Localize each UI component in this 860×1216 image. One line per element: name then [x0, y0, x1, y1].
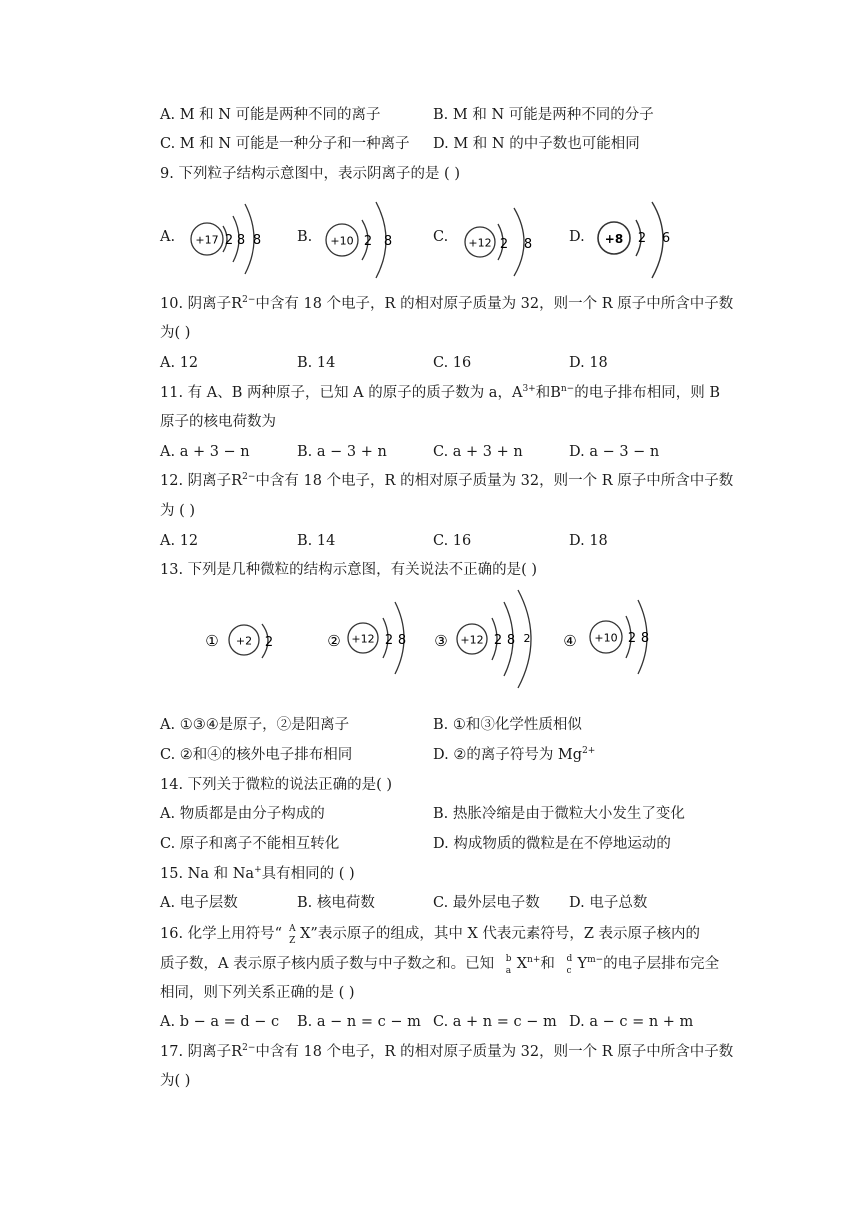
shell-count: 8 — [397, 633, 407, 648]
diagram-4-label: ④ — [563, 632, 577, 650]
q16-stem-line2: 质子数，A 表示原子核内质子数与中子数之和。已知 b a $X^{n+}$和 d c $Y^{m-}$的电子层排布完全 — [160, 954, 720, 976]
q9-diagram-a — [185, 196, 275, 282]
nucleus-charge: +12 — [351, 632, 375, 646]
q12-option-d[interactable]: D. 18 — [569, 533, 608, 549]
q13-diagrams — [200, 588, 740, 692]
q9-diagram-b — [322, 198, 402, 282]
q9-diagram-c — [460, 204, 540, 280]
shell-count: 2 — [264, 635, 274, 650]
diagram-3-label: ③ — [434, 632, 448, 650]
q12-option-b[interactable]: B. 14 — [297, 533, 336, 549]
q16-option-b[interactable]: B. a − n = c − m — [297, 1014, 421, 1030]
q9-option-c-label[interactable]: C. — [433, 229, 449, 245]
shell-count: 2 — [363, 234, 373, 249]
q8-option-d[interactable]: D. M 和 N 的中子数也可能相同 — [433, 136, 640, 152]
shell-count: 8 — [252, 233, 262, 248]
shell-count: 8 — [236, 233, 246, 248]
q9-option-a-label[interactable]: A. — [160, 229, 176, 245]
q13-option-d[interactable]: D. ②的离子符号为 $Mg^{2+}$ — [433, 746, 596, 763]
q17-stem-cont: 为( ) — [160, 1073, 191, 1089]
shell-count: 6 — [661, 231, 671, 246]
q13-option-a[interactable]: A. ①③④是原子，②是阳离子 — [160, 717, 350, 733]
shell-count: 2 — [493, 633, 503, 648]
q14-option-b[interactable]: B. 热胀冷缩是由于微粒大小发生了变化 — [433, 806, 685, 822]
q15-option-c[interactable]: C. 最外层电子数 — [433, 895, 540, 911]
shell-count: 8 — [523, 237, 533, 252]
nucleus-charge: +17 — [195, 233, 219, 247]
q15-option-b[interactable]: B. 核电荷数 — [297, 895, 375, 911]
q14-option-c[interactable]: C. 原子和离子不能相互转化 — [160, 836, 340, 852]
q16-stem-line3: 相同，则下列关系正确的是 ( ) — [160, 985, 355, 1001]
nucleus-charge: +8 — [604, 232, 624, 246]
nuclide-notation: A Z — [289, 924, 296, 946]
q9-stem: 9. 下列粒子结构示意图中，表示阴离子的是 ( ) — [160, 166, 460, 182]
q11-stem-cont: 原子的核电荷数为 — [160, 414, 276, 430]
q11-option-a[interactable]: A. a + 3 − n — [160, 444, 250, 460]
q14-stem: 14. 下列关于微粒的说法正确的是( ) — [160, 777, 393, 793]
q9-option-d-label[interactable]: D. — [569, 229, 585, 245]
shell-count: 8 — [506, 633, 516, 648]
q13-option-c[interactable]: C. ②和④的核外电子排布相同 — [160, 747, 353, 763]
q12-option-c[interactable]: C. 16 — [433, 533, 472, 549]
q12-stem-cont: 为 ( ) — [160, 503, 196, 519]
q16-option-d[interactable]: D. a − c = n + m — [569, 1014, 694, 1030]
q13-stem: 13. 下列是几种微粒的结构示意图，有关说法不正确的是( ) — [160, 562, 538, 578]
q8-option-c[interactable]: C. M 和 N 可能是一种分子和一种离子 — [160, 136, 410, 152]
q10-option-b[interactable]: B. 14 — [297, 355, 336, 371]
nucleus-charge: +2 — [235, 634, 253, 648]
q8-option-a[interactable]: A. M 和 N 可能是两种不同的离子 — [160, 107, 381, 123]
q11-option-b[interactable]: B. a − 3 + n — [297, 444, 387, 460]
shell-count: 8 — [383, 234, 393, 249]
q16-option-c[interactable]: C. a + n = c − m — [433, 1014, 557, 1030]
shell-count: 8 — [640, 631, 650, 646]
nuclide-y-notation: d c — [566, 954, 573, 976]
q14-option-d[interactable]: D. 构成物质的微粒是在不停地运动的 — [433, 836, 671, 852]
shell-count: 2 — [224, 233, 234, 248]
shell-count: 2 — [627, 631, 637, 646]
nuclide-x-notation: b a — [505, 954, 512, 976]
q16-stem: 16. 化学上用符号“ A Z X”表示原子的组成，其中 X 代表元素符号，Z 表示原子核内的 — [160, 924, 701, 946]
nucleus-charge: +10 — [594, 631, 618, 645]
shell-count: 2 — [523, 632, 531, 645]
q12-stem: 12. 阴离子$R^{2-}$中含有 18 个电子，R 的相对原子质量为 32，则一个 R 原子中所含中子数 — [160, 472, 734, 489]
shell-count: 2 — [384, 633, 394, 648]
q10-option-d[interactable]: D. 18 — [569, 355, 608, 371]
q10-option-c[interactable]: C. 16 — [433, 355, 472, 371]
q11-stem: 11. 有 A、B 两种原子，已知 A 的原子的质子数为 a，$A^{3+}$和$B^{n-}$的电子排布相同，则 B — [160, 384, 720, 401]
q11-option-d[interactable]: D. a − 3 − n — [569, 444, 660, 460]
diagram-1-label: ① — [205, 632, 219, 650]
q10-stem: 10. 阴离子$R^{2-}$中含有 18 个电子，R 的相对原子质量为 32，则一个 R 原子中所含中子数 — [160, 295, 734, 312]
q13-option-b[interactable]: B. ①和③化学性质相似 — [433, 717, 582, 733]
q17-stem: 17. 阴离子$R^{2-}$中含有 18 个电子，R 的相对原子质量为 32，则一个 R 原子中所含中子数 — [160, 1043, 734, 1060]
q15-stem: 15. Na 和 Na+具有相同的 ( ) — [160, 865, 355, 882]
q8-option-b[interactable]: B. M 和 N 可能是两种不同的分子 — [433, 107, 654, 123]
q11-option-c[interactable]: C. a + 3 + n — [433, 444, 523, 460]
nucleus-charge: +10 — [330, 234, 354, 248]
shell-count: 2 — [637, 231, 647, 246]
q10-stem-cont: 为( ) — [160, 325, 191, 341]
nucleus-charge: +12 — [468, 236, 492, 250]
q12-option-a[interactable]: A. 12 — [160, 533, 199, 549]
shell-count: 2 — [499, 237, 509, 252]
q15-option-a[interactable]: A. 电子层数 — [160, 895, 238, 911]
nucleus-charge: +12 — [460, 633, 484, 647]
q16-option-a[interactable]: A. b − a = d − c — [160, 1014, 280, 1030]
q9-diagram-d — [596, 198, 676, 282]
q10-option-a[interactable]: A. 12 — [160, 355, 199, 371]
q9-option-b-label[interactable]: B. — [297, 229, 313, 245]
q15-option-d[interactable]: D. 电子总数 — [569, 895, 648, 911]
q14-option-a[interactable]: A. 物质都是由分子构成的 — [160, 806, 325, 822]
diagram-2-label: ② — [327, 632, 341, 650]
